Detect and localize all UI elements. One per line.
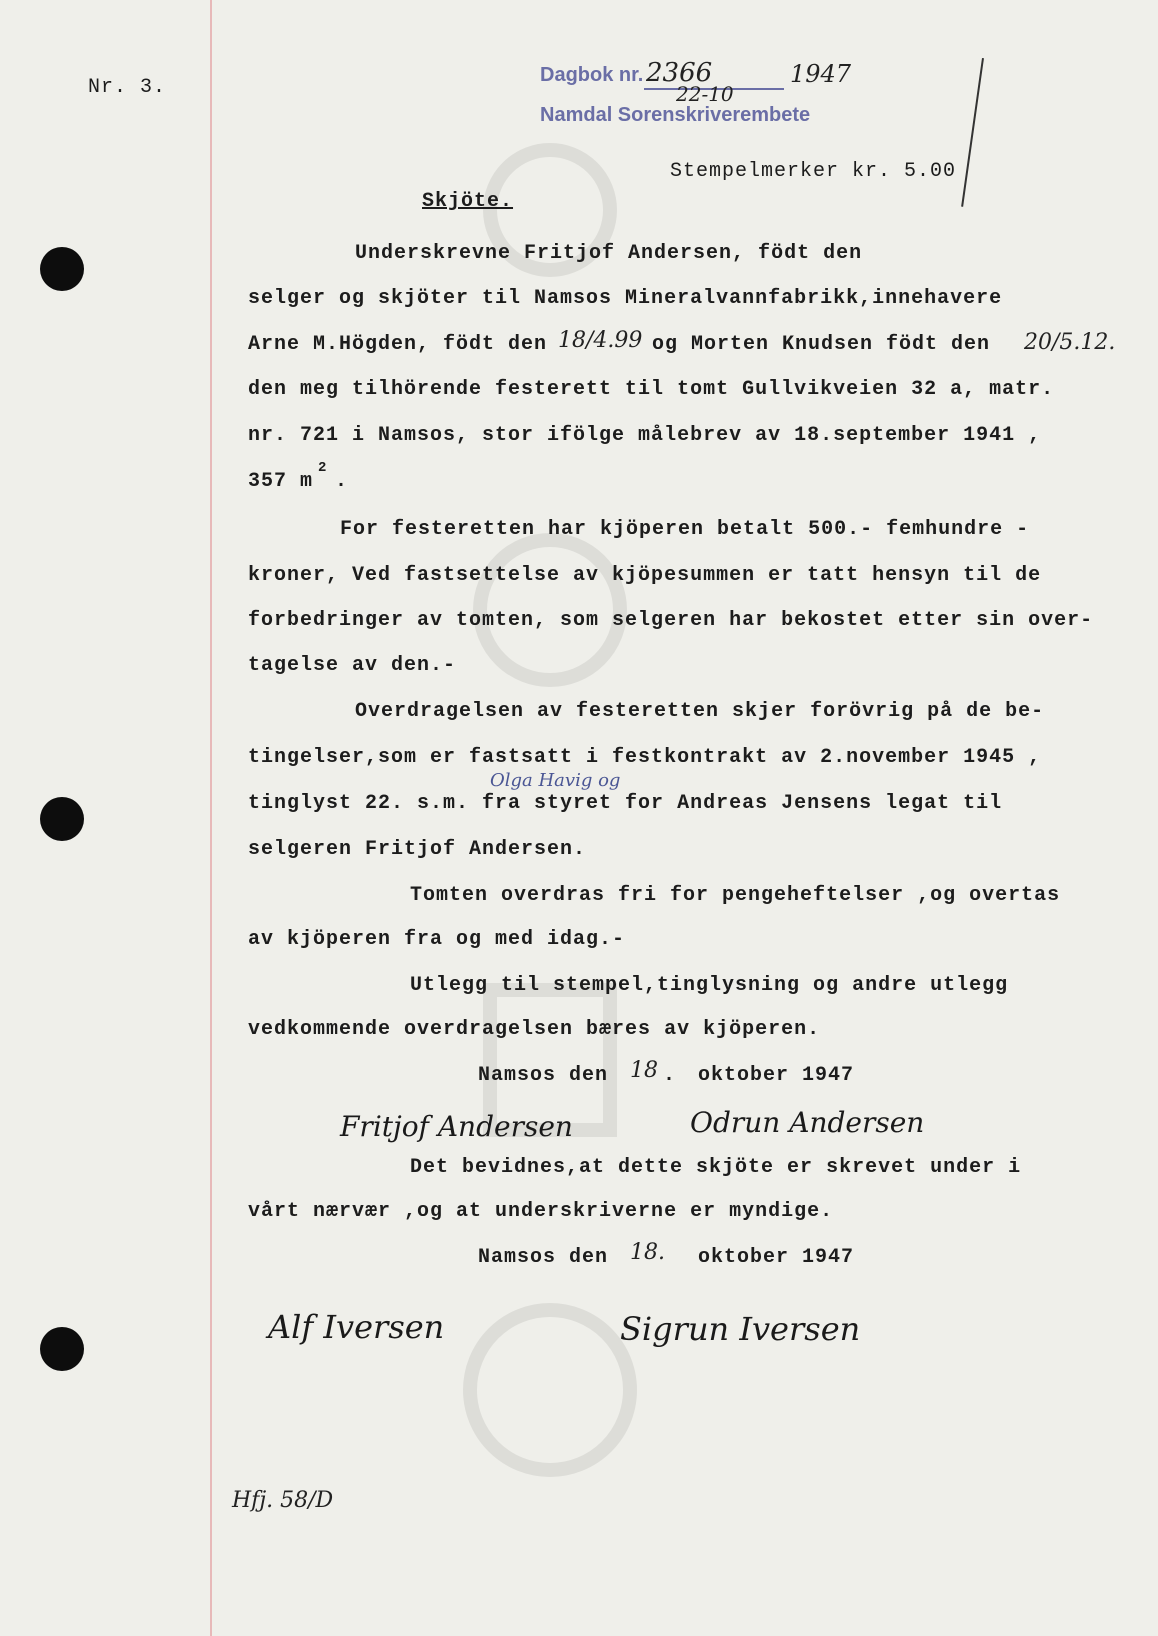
body-line: For festeretten har kjöperen betalt 500.- femhundre - [340,518,1030,541]
journal-number: 2366 [646,58,713,88]
handwritten-birthdate: 18/4.99 [558,328,643,353]
body-line: kroner, Ved fastsettelse av kjöpesummen er tatt hensyn til de [248,564,1042,587]
body-line: den meg tilhörende festerett til tomt Gullvikveien 32 a, matr. [248,378,1055,401]
body-line: tinglyst 22. s.m. fra styret for Andreas Jensens legat til [248,792,1003,815]
document-title: Skjöte. [422,190,514,213]
place-date: oktober 1947 [698,1246,855,1269]
page-number: Nr. 3. [88,76,167,99]
signature-witness: Sigrun Iversen [620,1310,861,1348]
body-line: og Morten Knudsen födt den [652,333,991,356]
period: . [335,470,349,493]
punch-hole [40,247,84,291]
journal-stamp-label: Dagbok nr. [540,64,644,86]
body-line: Underskrevne Fritjof Andersen, födt den [355,242,863,265]
body-line: vårt nærvær ,og at underskriverne er myndige. [248,1200,834,1223]
handwritten-day: 18. [630,1240,665,1265]
body-line: selgeren Fritjof Andersen. [248,838,587,861]
handwritten-note: Hfj. 58/D [232,1488,334,1513]
body-line: forbedringer av tomten, som selgeren har bekostet etter sin over- [248,609,1094,632]
superscript: 2 [318,460,328,476]
body-line: vedkommende overdragelsen bæres av kjöperen. [248,1018,821,1041]
signature-seller-spouse: Odrun Andersen [690,1106,925,1139]
margin-rule [210,0,212,1636]
punch-hole [40,797,84,841]
punch-hole [40,1327,84,1371]
body-line: tingelser,som er fastsatt i festkontrakt av 2.november 1945 , [248,746,1042,769]
body-line: Arne M.Högden, födt den [248,333,548,356]
margin-stroke [961,58,984,207]
signature-witness: Alf Iversen [268,1308,445,1346]
date-separator: . [663,1064,677,1087]
handwritten-day: 18 [630,1058,658,1083]
place-date: Namsos den [478,1246,609,1269]
place-date: oktober 1947 [698,1064,855,1087]
body-line: nr. 721 i Namsos, stor ifölge målebrev av 18.september 1941 , [248,424,1042,447]
place-date: Namsos den [478,1064,609,1087]
body-line: tagelse av den.- [248,654,457,677]
body-line: 357 m [248,470,314,493]
body-line: selger og skjöter til Namsos Mineralvannfabrikk,innehavere [248,287,1003,310]
body-line: Tomten overdras fri for pengeheftelser ,og overtas [410,884,1061,907]
journal-year: 1947 [790,60,852,88]
handwritten-birthdate: 20/5.12. [1024,330,1116,355]
body-line: av kjöperen fra og med idag.- [248,928,626,951]
body-line: Det bevidnes,at dette skjöte er skrevet under i [410,1156,1022,1179]
body-line: Overdragelsen av festeretten skjer forövrig på de be- [355,700,1045,723]
journal-date: 22-10 [676,82,734,106]
handwritten-insert: Olga Havig og [490,770,621,791]
signature-seller: Fritjof Andersen [340,1110,573,1143]
court-stamp: Namdal Sorenskriverembete [540,104,811,126]
body-line: Utlegg til stempel,tinglysning og andre utlegg [410,974,1009,997]
stamp-duty: Stempelmerker kr. 5.00 [670,160,957,183]
